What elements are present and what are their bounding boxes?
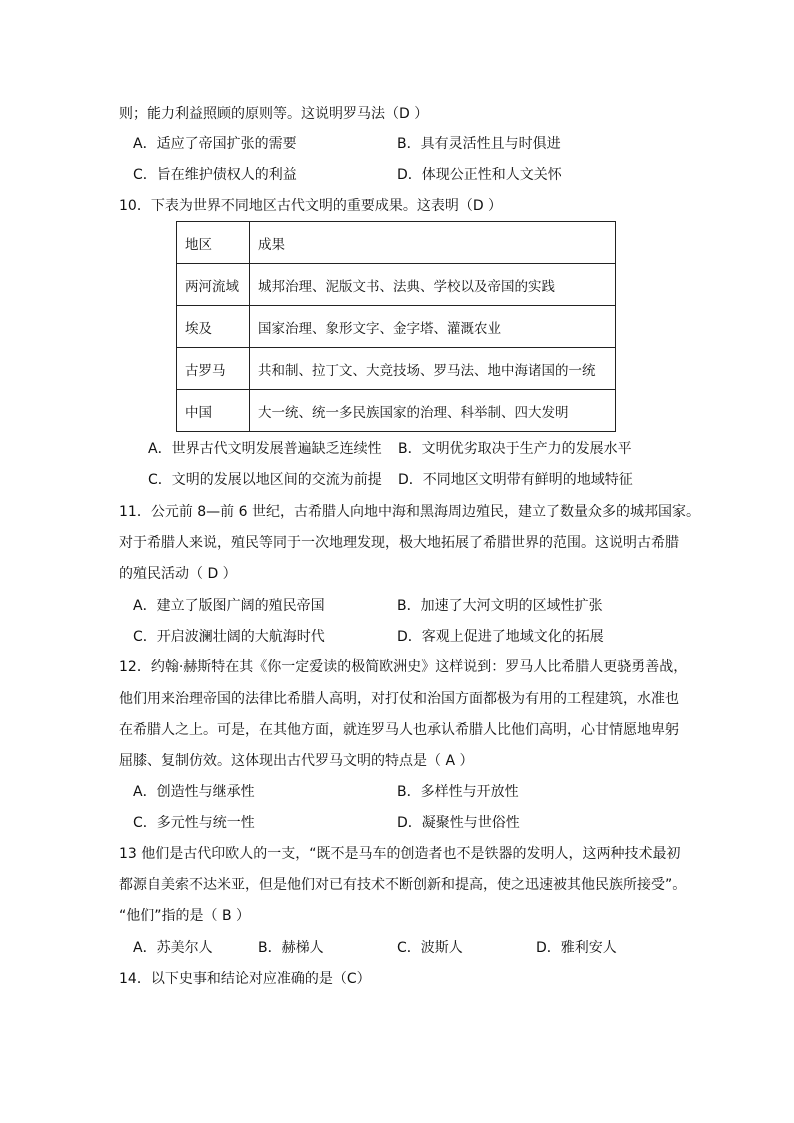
q10-option-a: A．世界古代文明发展普遍缺乏连续性 [148,441,382,457]
q12-option-d: D．凝聚性与世俗性 [397,815,520,831]
q10-option-c: C．文明的发展以地区间的交流为前提 [148,472,382,488]
table-cell-achievement: 共和制、拉丁文、大竞技场、罗马法、地中海诸国的一统 [250,348,616,390]
table-cell-region: 两河流域 [177,264,250,306]
q11-option-c: C．开启波澜壮阔的大航海时代 [133,629,325,645]
table-header-cell: 地区 [177,222,250,264]
q11-option-d: D．客观上促进了地域文化的拓展 [397,629,604,645]
q11-stem-line-2: 对于希腊人来说，殖民等同于一次地理发现，极大地拓展了希腊世界的范围。这说明古希腊 [119,535,679,551]
table-cell-achievement: 城邦治理、泥版文书、法典、学校以及帝国的实践 [250,264,616,306]
q13-option-a: A．苏美尔人 [133,940,213,956]
q12-stem-line-3: 在希腊人之上。可是，在其他方面，就连罗马人也承认希腊人比他们高明，心甘情愿地卑躬 [119,722,679,738]
q12-option-b: B．多样性与开放性 [397,784,519,800]
q12-stem-line-4: 屈膝、复制仿效。这体现出古代罗马文明的特点是（ A ） [119,753,474,769]
q10-option-b: B．文明优劣取决于生产力的发展水平 [398,441,632,457]
q9-option-c: C．旨在维护债权人的利益 [133,167,297,183]
q13-option-d: D．雅利安人 [536,940,617,956]
q12-stem-line-1: 12．约翰·赫斯特在其《你一定爱读的极简欧洲史》这样说到：罗马人比希腊人更骁勇善战， [119,659,688,675]
q14-stem: 14．以下史事和结论对应准确的是（C） [119,971,371,987]
q10-option-d: D．不同地区文明带有鲜明的地域特征 [398,472,633,488]
table-cell-achievement: 大一统、统一多民族国家的治理、科举制、四大发明 [250,390,616,432]
q11-option-b: B．加速了大河文明的区域性扩张 [397,598,603,614]
q13-stem-line-3: “他们”指的是（ B ） [119,908,251,924]
table-cell-region: 中国 [177,390,250,432]
table-row [177,390,616,432]
table-row [177,348,616,390]
q12-option-c: C．多元性与统一性 [133,815,255,831]
table-header-cell: 成果 [250,222,616,264]
table-row [177,306,616,348]
q11-option-a: A．建立了版图广阔的殖民帝国 [133,598,325,614]
q13-stem-line-1: 13 他们是古代印欧人的一支，“既不是马车的创造者也不是铁器的发明人，这两种技术最初 [119,846,681,862]
q9-option-a: A．适应了帝国扩张的需要 [133,136,297,152]
q13-option-b: B．赫梯人 [258,940,324,956]
q11-stem-line-1: 11．公元前 8—前 6 世纪，古希腊人向地中海和黑海周边殖民，建立了数量众多的城邦国家。 [119,504,700,520]
table-cell-achievement: 国家治理、象形文字、金字塔、灌溉农业 [250,306,616,348]
q13-stem-line-2: 都源自美索不达米亚，但是他们对已有技术不断创新和提高，使之迅速被其他民族所接受”。 [119,877,687,893]
q9-option-b: B．具有灵活性且与时俱进 [397,136,561,152]
table-cell-region: 埃及 [177,306,250,348]
q10-stem: 10．下表为世界不同地区古代文明的重要成果。这表明（D ） [119,198,503,214]
q9-stem-tail: 则；能力利益照顾的原则等。这说明罗马法（D ） [119,106,429,122]
q13-option-c: C．波斯人 [397,940,463,956]
q12-option-a: A．创造性与继承性 [133,784,255,800]
table-cell-region: 古罗马 [177,348,250,390]
q11-stem-line-3: 的殖民活动（ D ） [119,566,237,582]
q9-option-d: D．体现公正性和人文关怀 [397,167,562,183]
achievements-table [176,221,616,432]
q12-stem-line-2: 他们用来治理帝国的法律比希腊人高明，对打仗和治国方面都极为有用的工程建筑，水准也 [119,691,679,707]
table-row [177,264,616,306]
table-header-row [177,222,616,264]
